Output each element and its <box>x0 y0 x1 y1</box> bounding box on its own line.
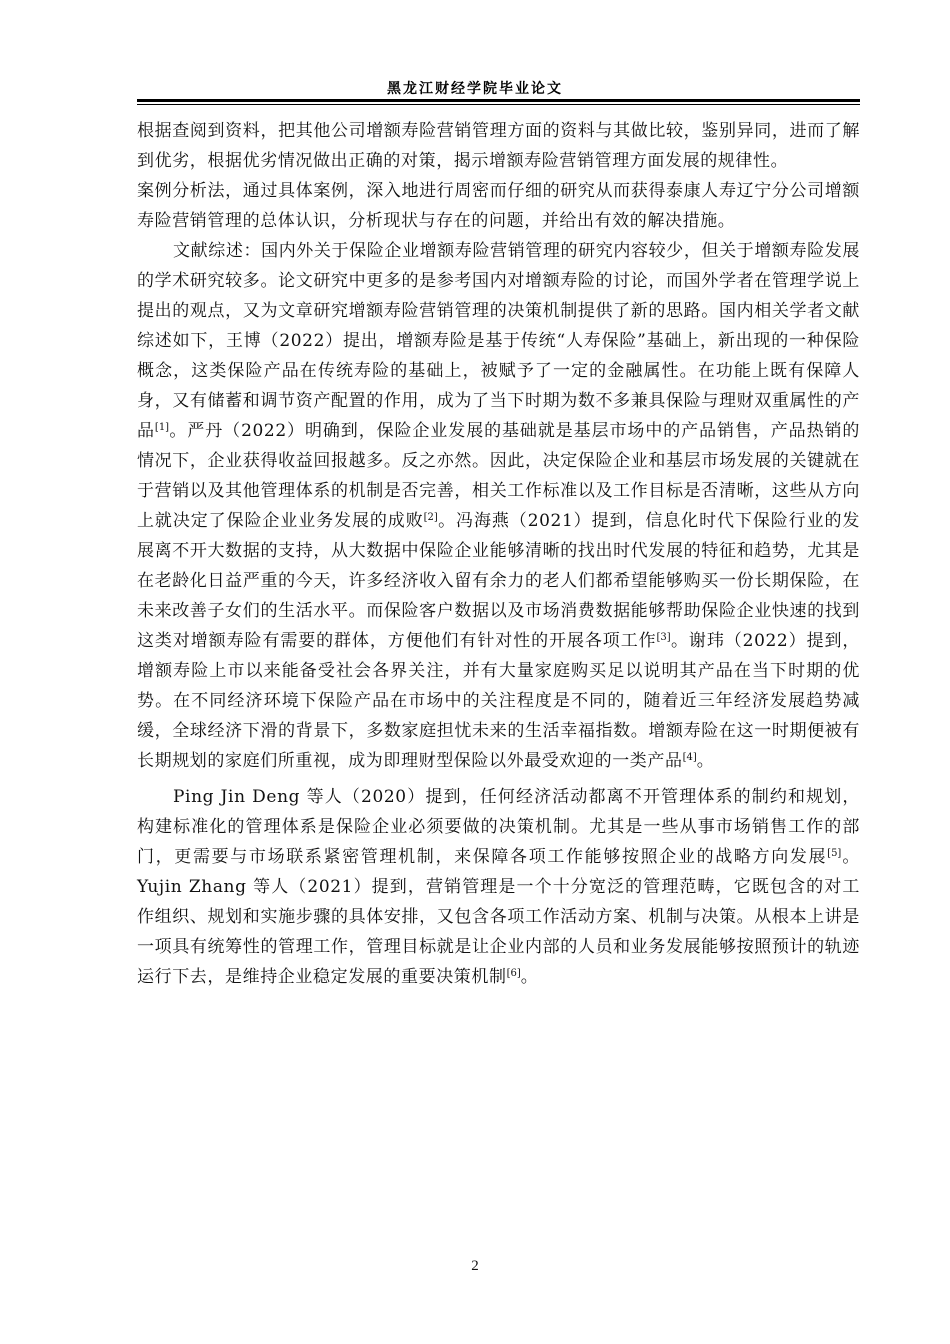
running-header-title: 黑龙江财经学院毕业论文 <box>387 81 563 97</box>
paragraph-literature-review-domestic <box>137 236 860 776</box>
text-segment: 文献综述：国内外关于保险企业增额寿险营销管理的研究内容较少，但关于增额寿险发展的学术研究较多。论文研究中更多的是参考国内对增额寿险的讨论，而国外学者在管理学说上提出的观点，又为文章研究增额寿险营销管理的决策机制提供了新的思路。国内相关学者文献综述如下，王博（2022）提出，增额寿险是基于传统“人寿保险”基础上，新出现的一种保险概念，这类保险产品在传统寿险的基础上，被赋予了一定的金融属性。在功能上既有保障人身，又有储蓄和调节资产配置的作用，成为了当下时期为数不多兼具保险与理财双重属性的产品 <box>137 241 860 441</box>
paragraph-literature-review-foreign <box>137 782 860 992</box>
header-rule-thin <box>137 104 860 105</box>
citation-marker: [3] <box>656 632 671 643</box>
header-rule-thick <box>137 99 860 102</box>
paragraph-case-analysis-method: 案例分析法，通过具体案例，深入地进行周密而仔细的研究从而获得泰康人寿辽宁分公司增额寿险营销管理的总体认识，分析现状与存在的问题，并给出有效的解决措施。 <box>137 181 860 231</box>
citation-marker: [4] <box>682 752 697 763</box>
text-segment: 。谢玮（2022）提到，增额寿险上市以来能备受社会各界关注，并有大量家庭购买足以说明其产品在当下时期的优势。在不同经济环境下保险产品在市场中的关注程度是不同的，随着近三年经济发展趋势减缓，全球经济下滑的背景下，多数家庭担忧未来的生活幸福指数。增额寿险在这一时期便被有长期规划的家庭们所重视，成为即理财型保险以外最受欢迎的一类产品 <box>137 631 860 771</box>
paragraph-comparison-method: 根据查阅到资料，把其他公司增额寿险营销管理方面的资料与其做比较，鉴别异同，进而了解到优劣，根据优劣情况做出正确的对策，揭示增额寿险营销管理方面发展的规律性。 <box>137 121 860 171</box>
citation-marker: [6] <box>506 968 521 979</box>
text-segment: 。严丹（2022）明确到，保险企业发展的基础就是基层市场中的产品销售，产品热销的情况下，企业获得收益回报越多。反之亦然。因此，决定保险企业和基层市场发展的关键就在于营销以及其他管理体系的机制是否完善，相关工作标准以及工作目标是否清晰，这些从方向上就决定了保险企业业务发展的成败 <box>137 421 860 531</box>
text-segment: 。 <box>520 967 539 987</box>
text-segment: 。冯海燕（2021）提到，信息化时代下保险行业的发展离不开大数据的支持，从大数据中保险企业能够清晰的找出时代发展的特征和趋势，尤其是在老龄化日益严重的今天，许多经济收入留有余力的老人们都希望能够购买一份长期保险，在未来改善子女们的生活水平。而保险客户数据以及市场消费数据能够帮助保险企业快速的找到这类对增额寿险有需要的群体，方便他们有针对性的开展各项工作 <box>137 511 860 651</box>
citation-marker: [5] <box>827 848 842 859</box>
text-segment: 。Yujin Zhang 等人（2021）提到，营销管理是一个十分宽泛的管理范畴，它既包含的对工作组织、规划和实施步骤的具体安排，又包含各项工作活动方案、机制与决策。从根本上讲是一项具有统筹性的管理工作，管理目标就是让企业内部的人员和业务发展能够按照预计的轨迹运行下去，是维持企业稳定发展的重要决策机制 <box>137 847 860 987</box>
citation-marker: [1] <box>154 422 170 433</box>
page-number: 2 <box>471 1258 479 1274</box>
citation-marker: [2] <box>423 512 438 523</box>
text-segment: 。 <box>696 751 715 771</box>
document-body <box>137 116 860 992</box>
text-segment: Ping Jin Deng 等人（2020）提到，任何经济活动都离不开管理体系的制约和规划，构建标准化的管理体系是保险企业必须要做的决策机制。尤其是一些从事市场销售工作的部门，更需要与市场联系紧密管理机制，来保障各项工作能够按照企业的战略方向发展 <box>137 787 860 867</box>
